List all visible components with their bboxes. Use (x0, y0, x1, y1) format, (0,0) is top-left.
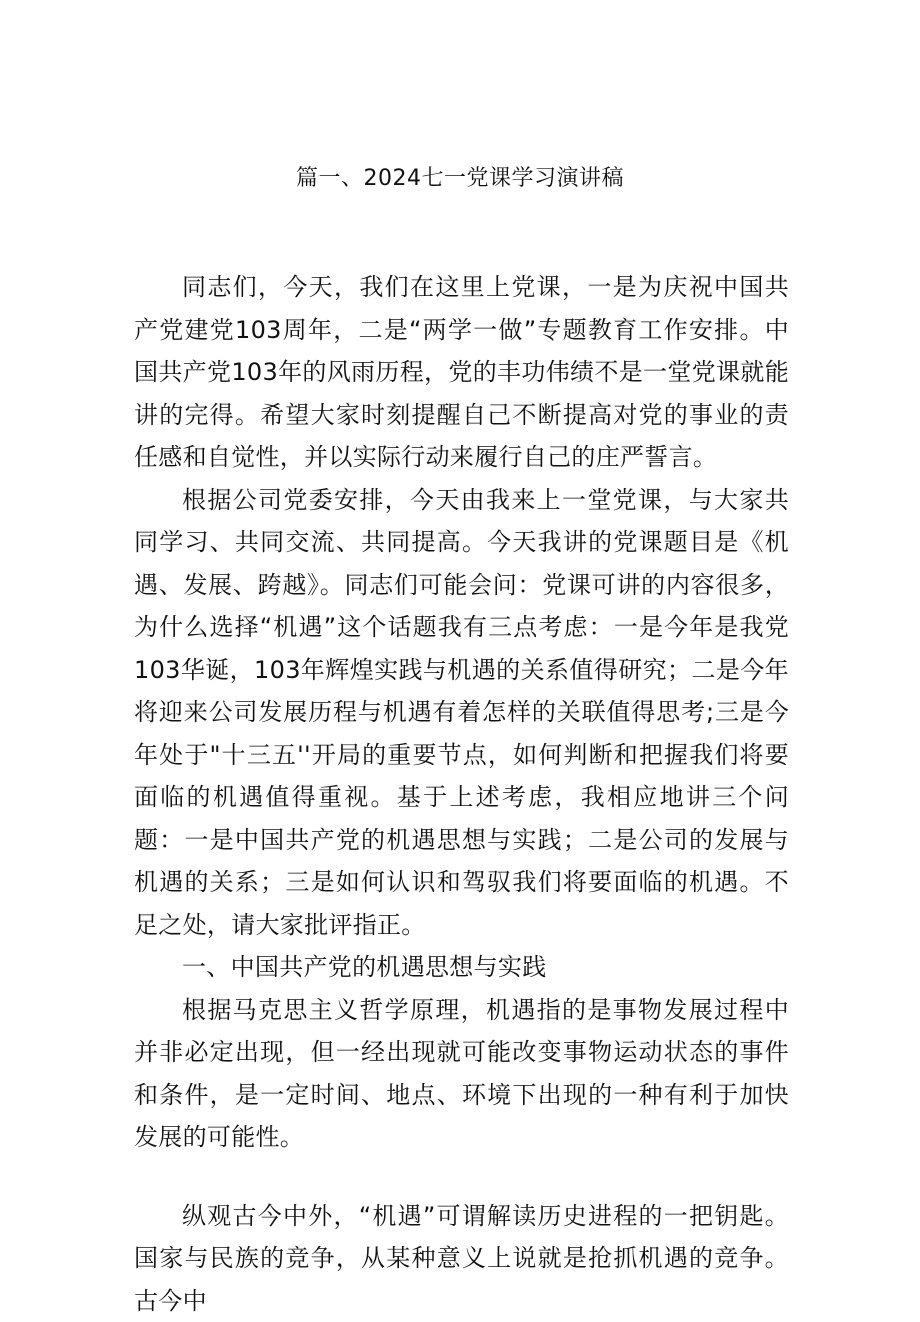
document-body (134, 266, 789, 1322)
section-heading-1: 一、中国共产党的机遇思想与实践 (134, 946, 789, 989)
paragraph-history-overview: 纵观古今中外，“机遇”可谓解读历史进程的一把钥匙。国家与民族的竞争，从某种意义上说就是抢抓机遇的竞争。古今中 (134, 1195, 789, 1322)
paragraph-opportunity-definition: 根据马克思主义哲学原理，机遇指的是事物发展过程中并非必定出现，但一经出现就可能改变事物运动状态的事件和条件，是一定时间、地点、环境下出现的一种有利于加快发展的可能性。 (134, 989, 789, 1159)
paragraph-opening: 同志们，今天，我们在这里上党课，一是为庆祝中国共产党建党103周年，二是“两学一做”专题教育工作安排。中国共产党103年的风雨历程，党的丰功伟绩不是一堂党课就能讲的完得。希望大家时刻提醒自己不断提高对党的事业的责任感和自觉性，并以实际行动来履行自己的庄严誓言。 (134, 266, 789, 479)
paragraph-topic-intro: 根据公司党委安排，今天由我来上一堂党课，与大家共同学习、共同交流、共同提高。今天我讲的党课题目是《机遇、发展、跨越》。同志们可能会问：党课可讲的内容很多，为什么选择“机遇”这个话题我有三点考虑：一是今年是我党103华诞，103年辉煌实践与机遇的关系值得研究；二是今年将迎来公司发展历程与机遇有着怎样的关联值得思考;三是今年处于"十三五''开局的重要节点，如何判断和把握我们将要面临的机遇值得重视。基于上述考虑，我相应地讲三个问题：一是中国共产党的机遇思想与实践；二是公司的发展与机遇的关系；三是如何认识和驾驭我们将要面临的机遇。不足之处，请大家批评指正。 (134, 479, 789, 947)
document-title: 篇一、2024七一党课学习演讲稿 (0, 162, 920, 196)
